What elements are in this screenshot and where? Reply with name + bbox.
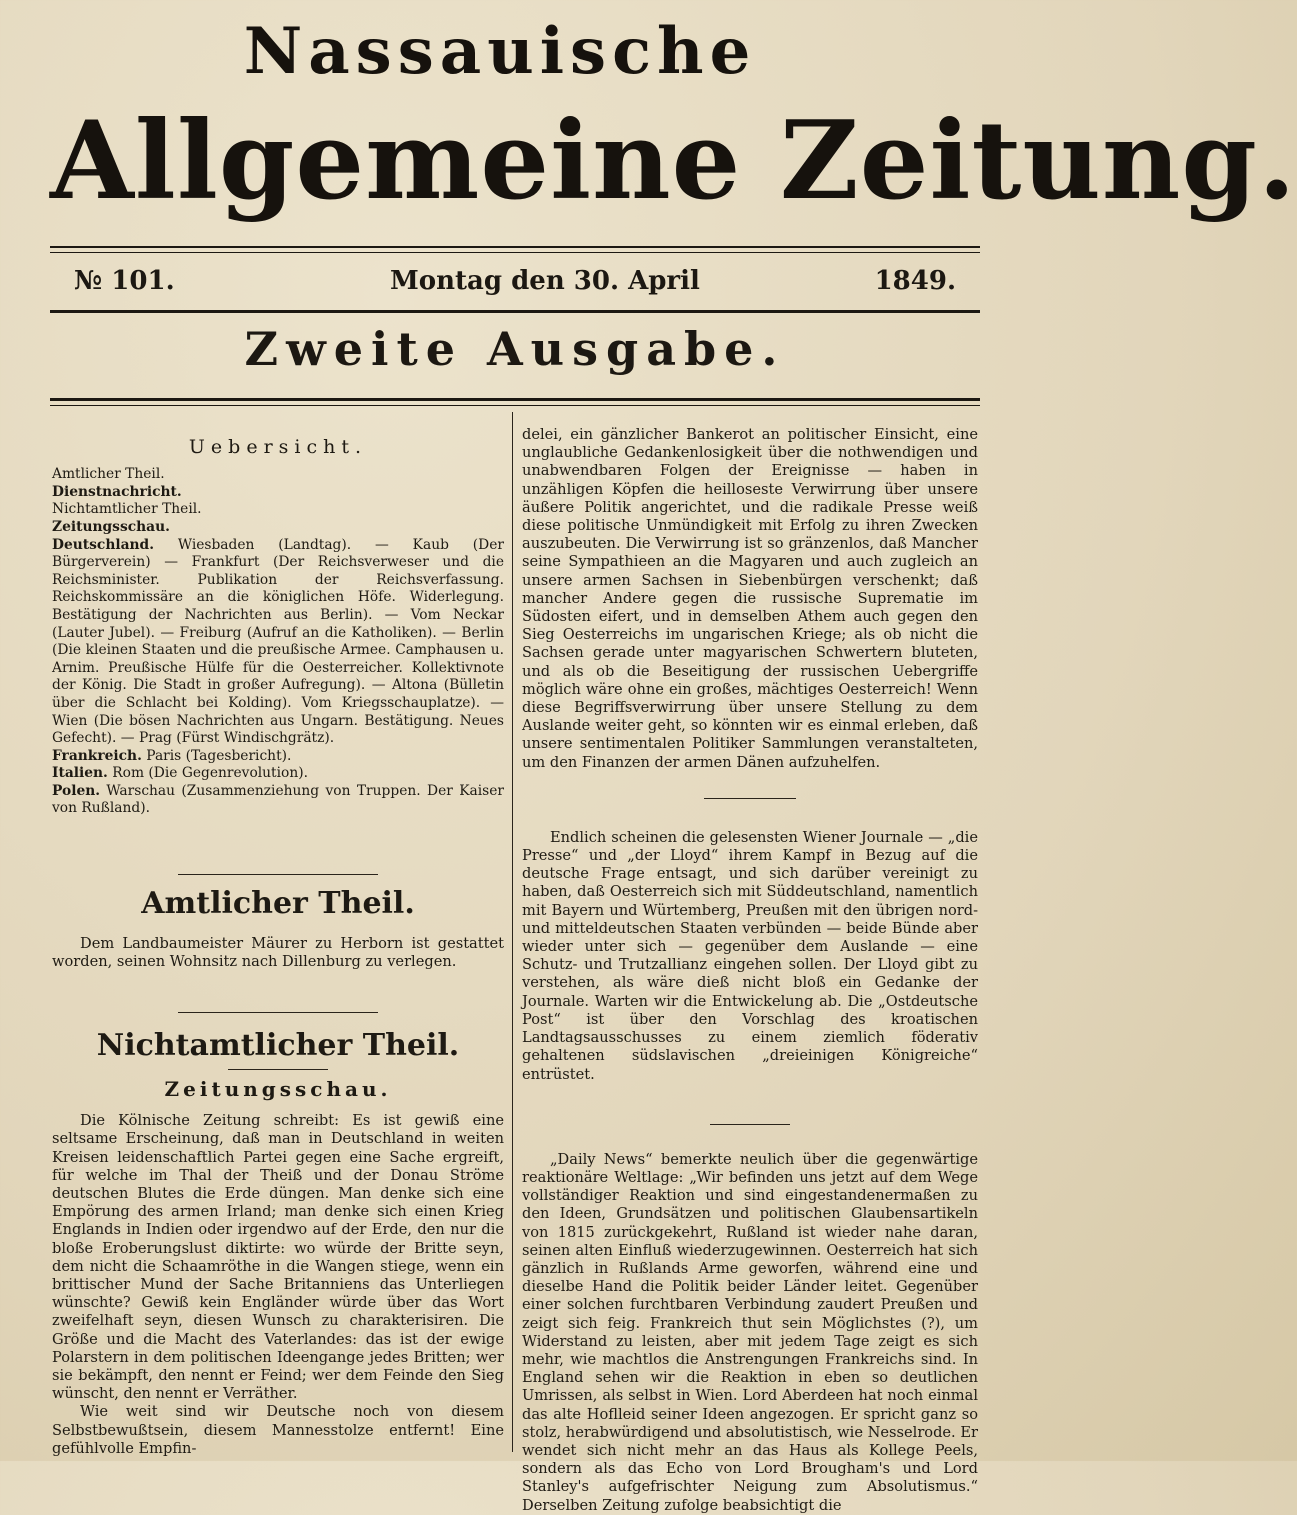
overview-title: Uebersicht. bbox=[188, 436, 368, 458]
overview-entry-head: Italien. bbox=[52, 765, 108, 782]
overview-entry bbox=[52, 748, 504, 766]
masthead-rule-thin bbox=[50, 252, 980, 253]
zeitungsschau-title: Zeitungsschau. bbox=[164, 1076, 392, 1101]
article-paragraph: Endlich scheinen die gelesensten Wiener Journale — „die Presse“ und „der Lloyd“ ihrem Kampf in Bezug auf die deutsche Frage entsagt, und sich darüber vereinigt zu haben, daß Oesterreich sich mit Süddeutschland, namentlich mit Bayern und Würtemberg, Preußen mit den übrigen nord- und mitteldeutschen Staaten verbünden — beide Bünde aber wieder unter sich — gegenüber dem Auslande — eine Schutz- und Trutzallianz eingehen sollen. Der Lloyd gibt zu verstehen, als wäre dieß nicht bloß ein Gedanke der Journale. Warten wir die Entwickelung ab. Die „Ostdeutsche Post“ ist über den Vorschlag des kroatischen Landtagsausschusses zu einem ziemlich föderativ gehaltenen südslavischen „dreieinigen Königreiche“ entrüstet. bbox=[522, 828, 978, 1083]
left-column bbox=[52, 426, 504, 1458]
edition-title: Zweite Ausgabe. bbox=[244, 322, 786, 376]
overview-entry-text: Warschau (Zusammenziehung von Truppen. Der Kaiser von Rußland). bbox=[52, 782, 504, 817]
overview-entry bbox=[52, 484, 504, 502]
amtlich-text: Dem Landbaumeister Mäurer zu Herborn ist gestattet worden, seinen Wohnsitz nach Dillenburg zu verlegen. bbox=[52, 935, 504, 971]
overview-entry-text: Rom (Die Gegenrevolution). bbox=[107, 765, 308, 782]
edition-rule-thin bbox=[50, 405, 980, 406]
article-paragraph: Wie weit sind wir Deutsche noch von diesem Selbstbewußtsein, diesem Mannesstolze entfernt! Eine gefühlvolle Empfin- bbox=[52, 1403, 504, 1457]
dateline-rule bbox=[50, 310, 980, 313]
article-paragraph: delei, ein gänzlicher Bankerot an politischer Einsicht, eine unglaubliche Gedankenlosigkeit über die nothwendigen und unabwendbaren Folgen der Ereignisse — haben in unzähligen Köpfen die heilloseste Verwirrung über unsere äußere Politik angerichtet, und die radikale Presse weiß diese politische Unmündigkeit mit Erfolg zu ihren Zwecken auszubeuten. Die Verwirrung ist so gränzenlos, daß Mancher seine Sympathieen an die Magyaren und auch zugleich an unsere armen Sachsen in Siebenbürgen verschenkt; daß mancher Andere gegen die russische Suprematie im Südosten eifert, und in demselben Athem auch gegen den Sieg Oesterreichs im ungarischen Kriege; als ob nicht die Sachsen gerade unter magyarischen Schwertern bluteten, und als ob die Beseitigung der russischen Uebergriffe möglich wäre ohne ein großes, mächtiges Oesterreich! Wenn diese Begriffsverwirrung über unsere Stellung zu dem Auslande weiter geht, so könnten wir es einmal erleben, daß unsere sentimentalen Politiker Sammlungen veranstalteten, um den Finanzen der armen Dänen aufzuhelfen. bbox=[522, 426, 978, 771]
article-paragraph: Die Kölnische Zeitung schreibt: Es ist gewiß eine seltsame Erscheinung, daß man in Deutschland in weiten Kreisen leidenschaftlich Partei gegen eine Sache ergreift, für welche im Thal der Theiß und der Donau Ströme deutschen Blutes die Erde düngen. Man denke sich eine Empörung des armen Irland; man denke sich einen Krieg Englands in Indien oder irgendwo auf der Erde, den nur die bloße Eroberungslust diktirte: wo würde der Britte seyn, dem nicht die Schaamröthe in die Wangen stiege, wenn ein brittischer Mund der Sache Britanniens das Unterliegen wünschte? Gewiß kein Engländer würde über das Wort zweifelhaft seyn, diesen Wunsch zu charakterisiren. Die Größe und die Macht des Vaterlandes: das ist der ewige Polarstern in dem politischen Ideengange jedes Britten; wer sie bekämpft, den nennt er Feind; wer dem Feinde den Sieg wünscht, den nennt er Verräther. bbox=[52, 1112, 504, 1403]
issue-date: Montag den 30. April bbox=[390, 266, 700, 296]
overview-entry bbox=[52, 519, 504, 537]
overview-entry-head: Dienstnachricht. bbox=[52, 483, 182, 500]
nichtamtlich-title: Nichtamtlicher Theil. bbox=[96, 1027, 460, 1063]
overview-entry bbox=[52, 466, 504, 484]
right-column bbox=[522, 426, 978, 1515]
overview-entry bbox=[52, 537, 504, 748]
masthead-title: Allgemeine Zeitung. bbox=[50, 98, 1297, 224]
overview-entry-head: Zeitungsschau. bbox=[52, 518, 170, 535]
overview-entry bbox=[52, 765, 504, 783]
edition-rule-thick bbox=[50, 398, 980, 401]
divider-rule bbox=[228, 1069, 328, 1070]
divider-rule bbox=[178, 874, 378, 875]
overview-entry-text: Nichtamtlicher Theil. bbox=[52, 501, 202, 518]
masthead-rule-top bbox=[50, 246, 980, 248]
column-divider bbox=[512, 412, 513, 1452]
overview-entry-head: Frankreich. bbox=[52, 747, 142, 764]
overview-entry bbox=[52, 783, 504, 818]
dateline bbox=[50, 262, 980, 302]
overview-entry-text: Paris (Tagesbericht). bbox=[141, 747, 292, 764]
masthead-nassauische: Nassauische bbox=[243, 14, 757, 89]
amtlich-title: Amtlicher Theil. bbox=[141, 886, 415, 922]
overview-entry-head: Deutschland. bbox=[52, 536, 155, 553]
article-paragraph: „Daily News“ bemerkte neulich über die gegenwärtige reaktionäre Weltlage: „Wir befinden uns jetzt auf dem Wege vollständiger Reaktion und sind eingestandenermaßen zu den Ideen, Grundsätzen und politischen Glaubensartikeln von 1815 zurückgekehrt, Rußland ist wieder nahe daran, seinen alten Einfluß wiederzugewinnen. Oesterreich hat sich gänzlich in Rußlands Arme geworfen, während eine und dieselbe Hand die Politik beider Länder leitet. Gegenüber einer solchen furchtbaren Verbindung zaudert Preußen und zeigt sich feig. Frankreich thut sein Möglichstes (?), um Widerstand zu leisten, aber mit jedem Tage zeigt es sich mehr, wie machtlos die Anstrengungen Frankreichs sind. In England sehen wir die Reaktion in eben so deutlichen Umrissen, als selbst in Wien. Lord Aberdeen hat noch einmal das alte Hoflleid seiner Ideen angezogen. Er spricht ganz so stolz, herabwürdigend und absolutistisch, wie Nesselrode. Er wendet sich nicht mehr an das Haus als Kollege Peels, sondern als das Echo von Lord Brougham's und Lord Stanley's aufgefrischter Neigung zum Absolutismus.“ Derselben Zeitung zufolge beabsichtigt die bbox=[522, 1150, 978, 1514]
issue-year: 1849. bbox=[874, 266, 956, 296]
overview-list bbox=[52, 466, 504, 818]
issue-number: № 101. bbox=[74, 266, 175, 296]
overview-entry-head: Polen. bbox=[52, 782, 101, 799]
overview-entry-text: Wiesbaden (Landtag). — Kaub (Der Bürgerverein) — Frankfurt (Der Reichsverweser und die Reichsminister. Publikation der Reichsverfassung. Reichskommissäre an die königlichen Höfe. Widerlegung. Bestätigung der Nachrichten aus Berlin). — Vom Neckar (Lauter Jubel). — Freiburg (Aufruf an die Katholiken). — Berlin (Die kleinen Staaten und die preußische Armee. Camphausen u. Arnim. Preußische Hülfe für die Oesterreicher. Kollektivnote der König. Die Stadt in großer Aufregung). — Altona (Bülletin über die Schlacht bei Kolding). Vom Kriegsschauplatze). — Wien (Die bösen Nachrichten aus Ungarn. Bestätigung. Neues Gefecht). — Prag (Fürst Windischgrätz). bbox=[52, 536, 504, 747]
divider-rule bbox=[710, 1124, 790, 1125]
overview-entry bbox=[52, 501, 504, 519]
divider-rule bbox=[704, 798, 796, 799]
divider-rule bbox=[178, 1012, 378, 1013]
overview-entry-text: Amtlicher Theil. bbox=[52, 466, 165, 483]
